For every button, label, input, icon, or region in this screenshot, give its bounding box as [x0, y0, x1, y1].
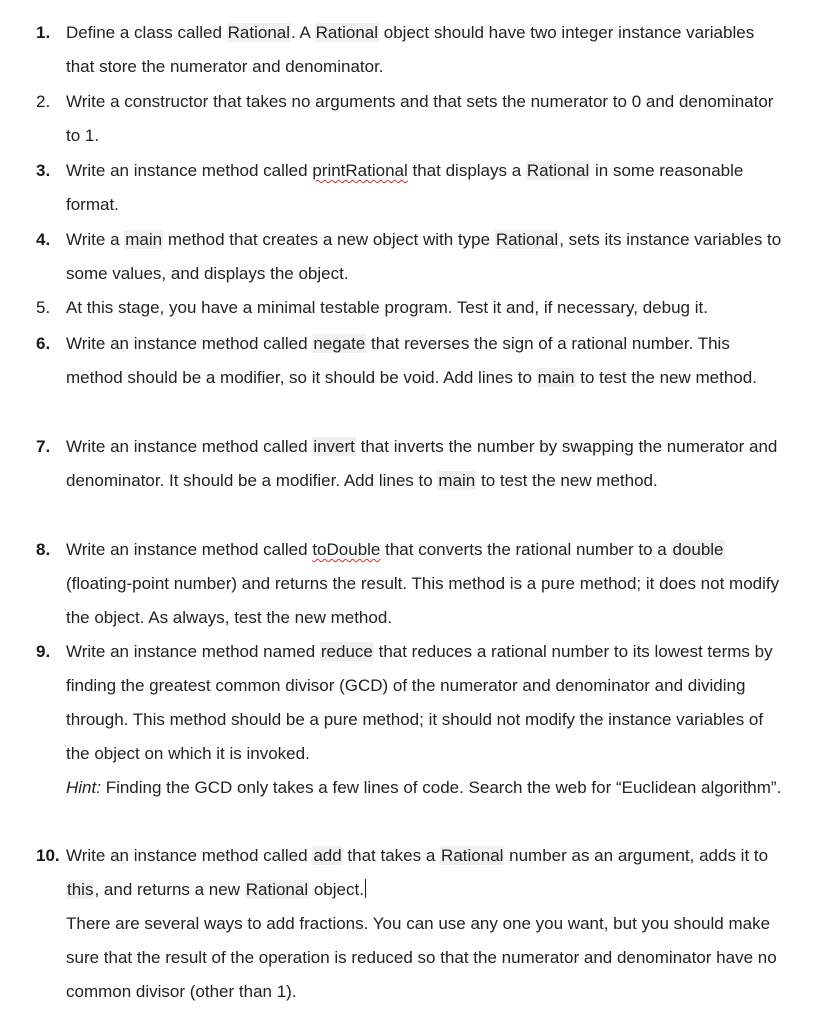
item-number: 6.: [36, 334, 51, 353]
list-item-9: [36, 635, 785, 805]
code-term: add: [313, 846, 342, 865]
item-text: Write a main method that creates a new object with type Rational, sets its instance variables to some values, and displays the object.: [66, 230, 782, 283]
list-item-8: [36, 533, 785, 635]
item-number: 7.: [36, 437, 51, 456]
list-item-7: [36, 430, 785, 498]
code-term: Rational: [526, 161, 590, 180]
item-number: 9.: [36, 642, 51, 661]
code-term: this: [67, 880, 94, 899]
code-term: printRational: [312, 161, 408, 180]
item-text: Write an instance method called add that takes a Rational number as an argument, adds it to this, and returns a new Rational object. There are several ways to add fractions. You can use any one you want, but you should make sure that the result of the operation is reduced so that the numerator and denominator have no common divisor (other than 1).: [66, 846, 777, 1001]
hint-label: Hint:: [66, 778, 101, 797]
code-term: Rational: [227, 23, 291, 42]
text-cursor[interactable]: [365, 879, 366, 898]
item-text: Write an instance method named reduce that reduces a rational number to its lowest terms by finding the greatest common divisor (GCD) of the numerator and denominator and dividing through. This method should be a pure method; it should not modify the instance variables of the object on which it is invoked. Hint: Finding the GCD only takes a few lines of code. Search the web for “Euclidean algorithm”.: [66, 642, 782, 797]
code-term: main: [438, 471, 476, 490]
item-number: 5.: [36, 298, 51, 317]
list-item-3: [36, 154, 785, 222]
item-text: Write an instance method called printRational that displays a Rational in some reasonable format.: [66, 161, 744, 214]
list-item-4: [36, 223, 785, 291]
item-text: Write a constructor that takes no arguments and that sets the numerator to 0 and denominator to 1.: [66, 92, 774, 145]
code-term: main: [125, 230, 163, 249]
code-term: main: [537, 368, 575, 387]
item-number: 4.: [36, 230, 51, 249]
item-number: 3.: [36, 161, 51, 180]
item-number: 2.: [36, 92, 51, 111]
item-number: 1.: [36, 23, 51, 42]
list-item-6: [36, 327, 785, 395]
code-term: Rational: [245, 880, 309, 899]
item-text: Write an instance method called negate that reverses the sign of a rational number. This method should be a modifier, so it should be void. Add lines to main to test the new method.: [66, 334, 757, 387]
item-text: Define a class called Rational. A Rational object should have two integer instance variables that store the numerator and denominator.: [66, 23, 755, 76]
item-extra-text: There are several ways to add fractions. You can use any one you want, but you should make sure that the result of the operation is reduced so that the numerator and denominator have no common divisor (other than 1).: [66, 914, 777, 1001]
list-item-10: [36, 839, 785, 1009]
item-text: At this stage, you have a minimal testable program. Test it and, if necessary, debug it.: [66, 298, 708, 317]
list-item-2: [36, 85, 785, 153]
item-number: 10.: [36, 846, 60, 865]
code-term: double: [672, 540, 724, 559]
code-term: negate: [313, 334, 366, 353]
list-item-5: [36, 291, 785, 325]
code-term: Rational: [441, 846, 504, 865]
code-term: reduce: [320, 642, 373, 661]
code-term: Rational: [495, 230, 559, 249]
code-term: Rational: [315, 23, 379, 42]
list-item-1: [36, 16, 785, 84]
item-text: Write an instance method called invert that inverts the number by swapping the numerator and denominator. It should be a modifier. Add lines to main to test the new method.: [66, 437, 778, 490]
item-number: 8.: [36, 540, 51, 559]
hint-text: Finding the GCD only takes a few lines of code. Search the web for “Euclidean algorithm”.: [100, 778, 782, 797]
item-text: Write an instance method called toDouble that converts the rational number to a double (floating-point number) and returns the result. This method is a pure method; it does not modify the object. As always, test the new method.: [66, 540, 780, 627]
code-term: toDouble: [312, 540, 381, 559]
code-term: invert: [313, 437, 355, 456]
